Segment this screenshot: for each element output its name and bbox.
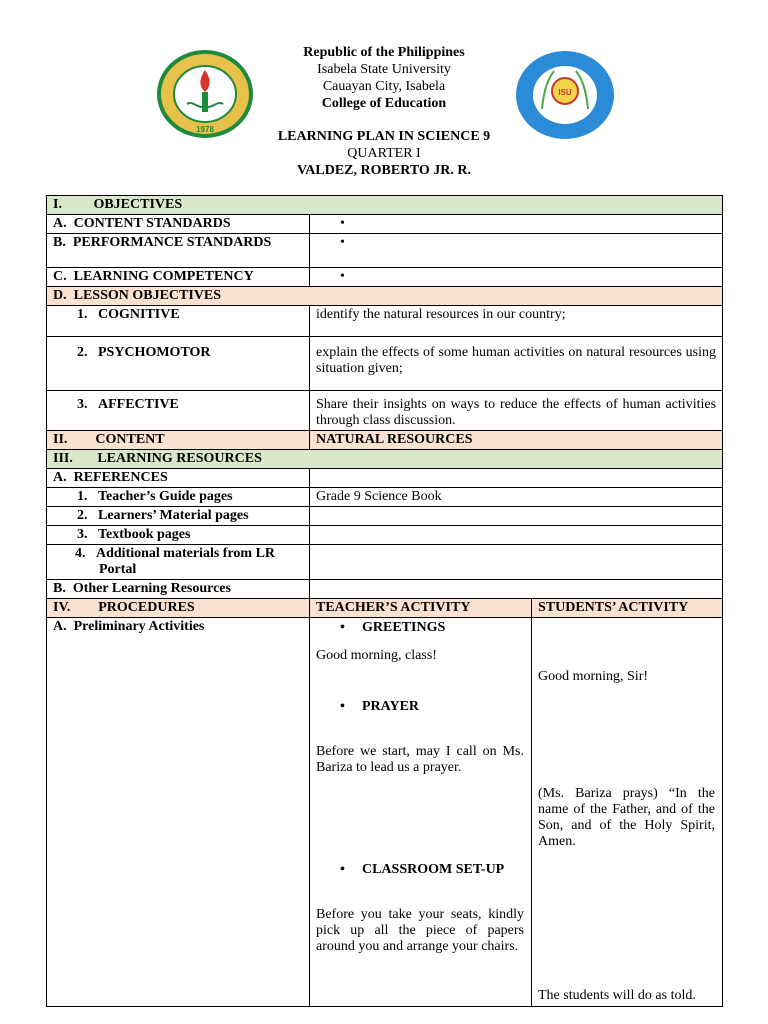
textbook-label: 3. Textbook pages xyxy=(47,526,310,545)
performance-standards-row xyxy=(47,234,723,268)
isu-seal-year: 1978 xyxy=(196,125,214,134)
prayer-heading: PRAYER xyxy=(362,699,420,714)
additional-materials-row xyxy=(47,545,723,580)
learners-material-value xyxy=(310,507,723,526)
learners-material-label: 2. Learners’ Material pages xyxy=(47,507,310,526)
setup-heading: CLASSROOM SET-UP xyxy=(362,862,505,877)
student-activity-cell xyxy=(532,618,723,1007)
teachers-guide-row xyxy=(47,488,723,507)
republic-line: Republic of the Philippines xyxy=(303,45,465,60)
greetings-heading: GREETINGS xyxy=(362,620,446,635)
content-row xyxy=(47,431,723,450)
learning-competency-bullet: • xyxy=(310,268,723,287)
other-resources-value xyxy=(310,580,723,599)
learning-resources-heading: III. LEARNING RESOURCES xyxy=(47,450,723,469)
author-name: VALDEZ, ROBERTO JR. R. xyxy=(296,163,472,178)
city-line: Cauayan City, Isabela xyxy=(322,79,446,94)
objectives-heading: I. OBJECTIVES xyxy=(47,196,723,215)
college-line: College of Education xyxy=(321,96,447,111)
teacher-activity-cell xyxy=(310,618,532,1007)
references-row xyxy=(47,469,723,488)
objectives-row xyxy=(47,196,723,215)
preliminary-activities-label: A. Preliminary Activities xyxy=(47,618,310,1007)
university-line: Isabela State University xyxy=(317,62,451,77)
additional-materials-label: 4. Additional materials from LR Portal xyxy=(47,545,310,580)
learning-resources-row xyxy=(47,450,723,469)
plan-title: LEARNING PLAN IN SCIENCE 9 xyxy=(277,129,491,144)
lesson-objectives-heading: D. LESSON OBJECTIVES xyxy=(47,287,723,306)
cognitive-label: 1. COGNITIVE xyxy=(47,306,310,337)
learning-competency-row xyxy=(47,268,723,287)
learning-competency-label: C. LEARNING COMPETENCY xyxy=(47,268,310,287)
prayer-bullet: • xyxy=(340,699,345,714)
textbook-value xyxy=(310,526,723,545)
content-standards-row xyxy=(47,215,723,234)
procedures-row xyxy=(47,599,723,618)
performance-standards-bullet: • xyxy=(310,234,723,268)
content-standards-label: A. CONTENT STANDARDS xyxy=(47,215,310,234)
affective-row xyxy=(47,391,723,431)
procedures-heading: IV. PROCEDURES xyxy=(47,599,310,618)
greetings-bullet: • xyxy=(340,620,345,635)
learners-material-row xyxy=(47,507,723,526)
cognitive-text: identify the natural resources in our country; xyxy=(310,306,723,337)
affective-label: 3. AFFECTIVE xyxy=(47,391,310,431)
references-label: A. REFERENCES xyxy=(47,469,310,488)
setup-teacher-text: Before you take your seats, kindly pick up all the piece of papers around you and arrange your chairs. xyxy=(316,907,524,954)
additional-materials-value xyxy=(310,545,723,580)
teachers-activity-heading: TEACHER’S ACTIVITY xyxy=(310,599,532,618)
other-resources-row xyxy=(47,580,723,599)
greeting-students-text: Good morning, Sir! xyxy=(538,669,649,684)
learning-plan-table xyxy=(46,195,723,1007)
prayer-teacher-text: Before we start, may I call on Ms. Bariza to lead us a prayer. xyxy=(316,744,524,775)
setup-bullet: • xyxy=(340,862,345,877)
other-resources-label: B. Other Learning Resources xyxy=(47,580,310,599)
psychomotor-label: 2. PSYCHOMOTOR xyxy=(47,337,310,391)
preliminary-activities-row xyxy=(47,618,723,1007)
prayer-students-text: (Ms. Bariza prays) “In the name of the Father, and of the Son, and of the Holy Spirit, Amen. xyxy=(538,786,715,849)
cognitive-row xyxy=(47,306,723,337)
content-value: NATURAL RESOURCES xyxy=(310,431,723,450)
greeting-teacher-text: Good morning, class! xyxy=(316,648,437,663)
affective-text: Share their insights on ways to reduce the effects of human activities through class discussion. xyxy=(310,391,723,431)
content-label: II. CONTENT xyxy=(47,431,310,450)
document-header xyxy=(0,0,768,190)
setup-students-text: The students will do as told. xyxy=(538,988,696,1003)
psychomotor-row xyxy=(47,337,723,391)
teachers-guide-value: Grade 9 Science Book xyxy=(310,488,723,507)
performance-standards-label: B. PERFORMANCE STANDARDS xyxy=(47,234,310,268)
students-activity-heading: STUDENTS’ ACTIVITY xyxy=(532,599,723,618)
references-value xyxy=(310,469,723,488)
quarter-label: QUARTER I xyxy=(347,146,421,161)
college-logo-letters: ISU xyxy=(558,88,572,97)
textbook-row xyxy=(47,526,723,545)
psychomotor-text: explain the effects of some human activities on natural resources using situation given; xyxy=(310,337,723,391)
content-standards-bullet: • xyxy=(310,215,723,234)
lesson-objectives-row xyxy=(47,287,723,306)
teachers-guide-label: 1. Teacher’s Guide pages xyxy=(47,488,310,507)
